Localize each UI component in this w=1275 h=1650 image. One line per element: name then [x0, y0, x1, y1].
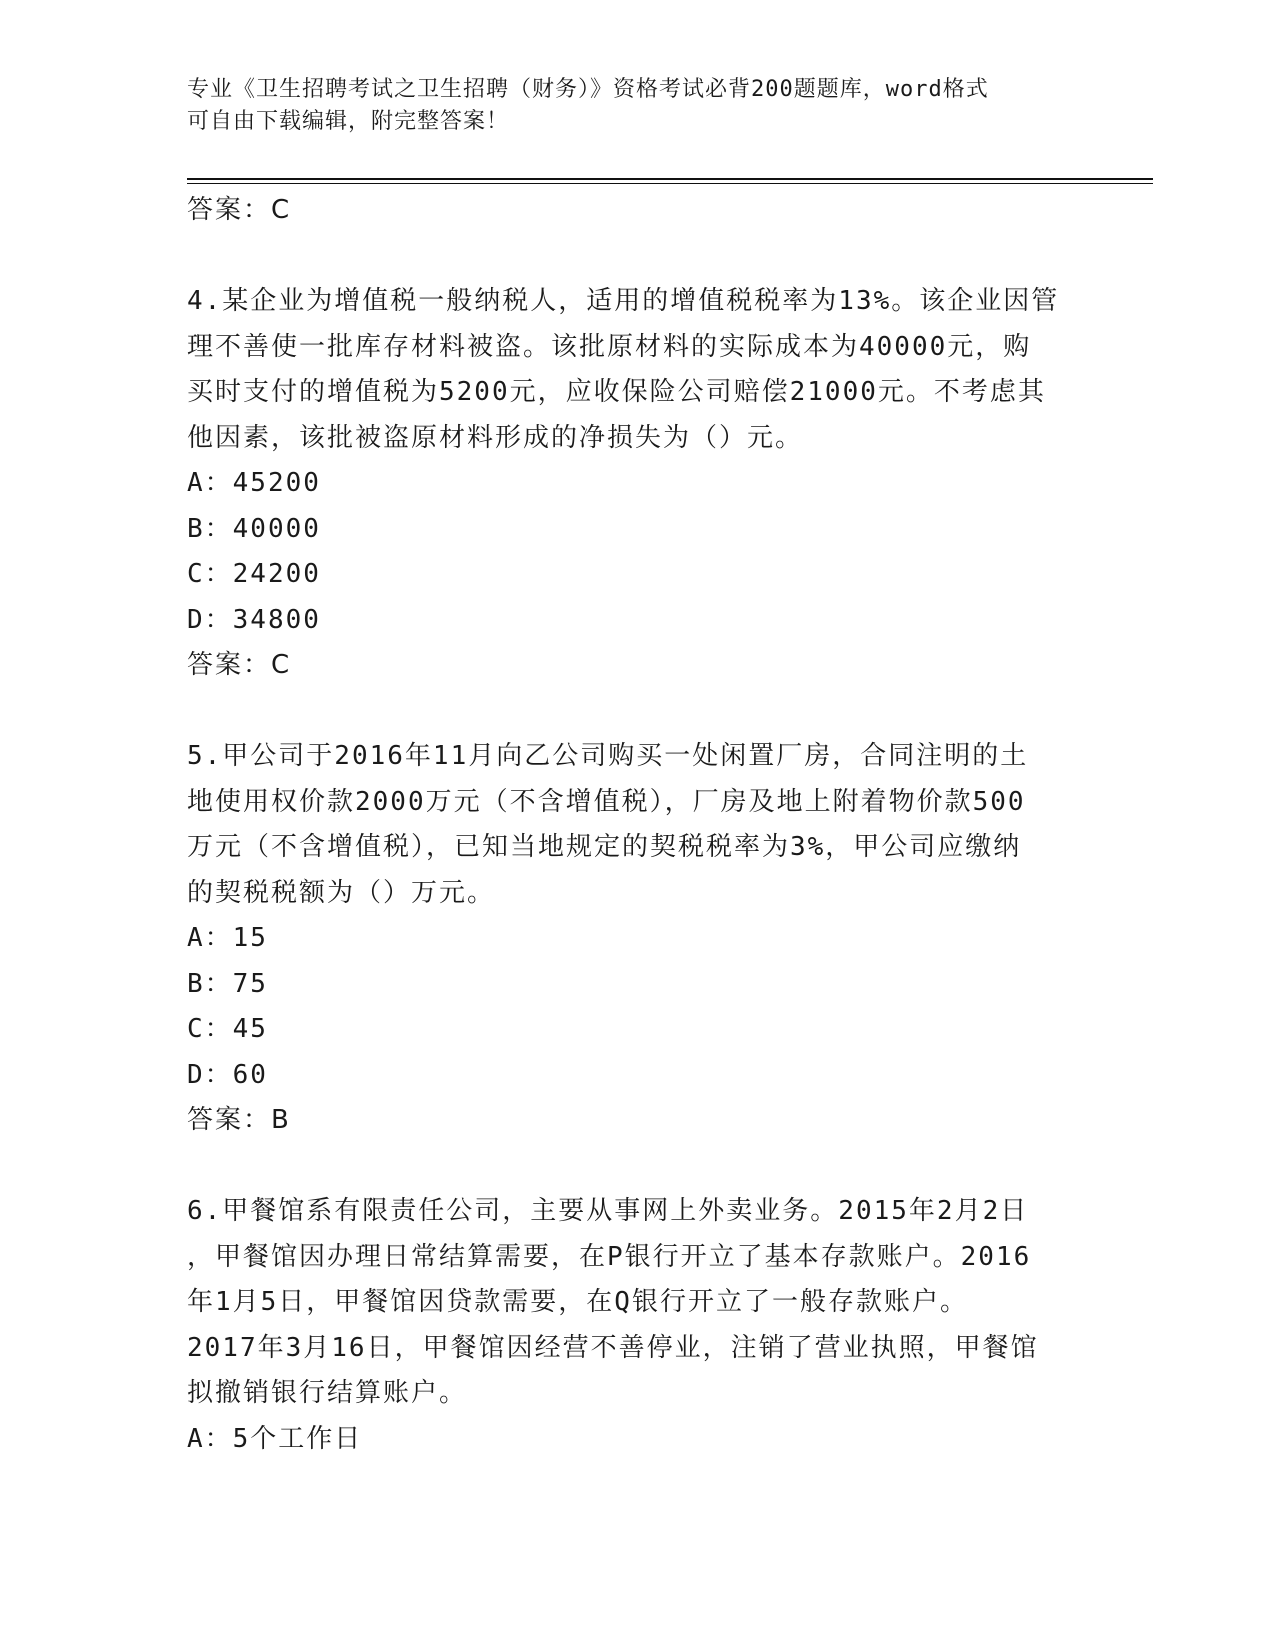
question-text: 年1月5日，甲餐馆因贷款需要，在Q银行开立了一般存款账户。 — [187, 1287, 968, 1317]
option-a: A：5个工作日 — [187, 1423, 363, 1454]
option-c: C：24200 — [187, 559, 321, 589]
question-text: 拟撤销银行结算账户。 — [187, 1378, 468, 1408]
question-block-5 — [187, 734, 1087, 1144]
spacer — [187, 689, 1087, 735]
header-divider-thick — [187, 178, 1153, 180]
question-text: 万元（不含增值税），已知当地规定的契税税率为3%，甲公司应缴纳 — [187, 832, 1022, 862]
option-a: A：45200 — [187, 468, 321, 498]
question-text: 6.甲餐馆系有限责任公司，主要从事网上外卖业务。2015年2月2日 — [187, 1196, 1029, 1226]
option-d: D：34800 — [187, 604, 321, 635]
question-text: 理不善使一批库存材料被盗。该批原材料的实际成本为40000元，购 — [187, 331, 1032, 362]
header-divider-thin — [187, 183, 1153, 184]
question-text: ，甲餐馆因办理日常结算需要，在P银行开立了基本存款账户。2016 — [187, 1241, 1032, 1272]
question-text: 地使用权价款2000万元（不含增值税），厂房及地上附着物价款500 — [187, 786, 1026, 817]
spacer — [187, 1144, 1087, 1190]
question-block-6 — [187, 1189, 1087, 1462]
option-a: A：15 — [187, 923, 268, 953]
question-text: 的契税税额为（）万元。 — [187, 877, 496, 908]
document-body — [187, 188, 1087, 1462]
question-text: 买时支付的增值税为5200元，应收保险公司赔偿21000元。不考虑其 — [187, 377, 1046, 407]
question-text: 4.某企业为增值税一般纳税人，适用的增值税税率为13%。该企业因管 — [187, 286, 1060, 316]
question-text: 他因素，该批被盗原材料形成的净损失为（）元。 — [187, 422, 804, 453]
option-b: B：75 — [187, 968, 268, 999]
option-b: B：40000 — [187, 513, 321, 544]
question-block-4 — [187, 279, 1087, 689]
answer-line: 答案：B — [187, 1105, 291, 1135]
answer-line: 答案：C — [187, 650, 292, 680]
question-text: 5.甲公司于2016年11月向乙公司购买一处闲置厂房，合同注明的土 — [187, 741, 1029, 771]
document-header — [187, 74, 1087, 138]
option-d: D：60 — [187, 1059, 268, 1090]
question-text: 2017年3月16日，甲餐馆因经营不善停业，注销了营业执照，甲餐馆 — [187, 1332, 1039, 1363]
spacer — [187, 234, 1087, 280]
header-line-1: 专业《卫生招聘考试之卫生招聘（财务）》资格考试必背200题题库，word格式 — [187, 77, 989, 102]
answer-line: 答案：C — [187, 195, 292, 225]
option-c: C：45 — [187, 1014, 268, 1044]
header-line-2: 可自由下载编辑，附完整答案！ — [187, 109, 510, 134]
